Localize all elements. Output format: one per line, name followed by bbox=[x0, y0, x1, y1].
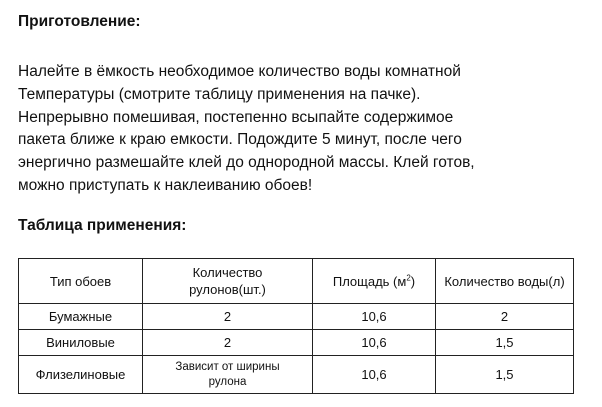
cell-rolls-line2: рулона bbox=[208, 375, 247, 388]
instruction-line: энергично размешайте клей до однородной массы. Клей готов, bbox=[18, 154, 475, 172]
instruction-line: пакета ближе к краю емкости. Подождите 5 минут, после чего bbox=[18, 131, 462, 149]
cell-area: 10,6 bbox=[313, 304, 436, 330]
cell-type: Флизелиновые bbox=[19, 356, 143, 394]
header-area-sup: 2 bbox=[406, 273, 411, 283]
preparation-instructions bbox=[18, 61, 588, 198]
cell-type: Бумажные bbox=[19, 304, 143, 330]
table-row bbox=[19, 356, 574, 394]
usage-table bbox=[18, 258, 574, 394]
cell-water: 2 bbox=[436, 304, 574, 330]
cell-type: Виниловые bbox=[19, 330, 143, 356]
header-area-suffix: ) bbox=[410, 273, 416, 289]
instruction-line: Непрерывно помешивая, постепенно всыпайте содержимое bbox=[18, 108, 454, 126]
header-wallpaper-type: Тип обоев bbox=[19, 259, 143, 304]
cell-rolls bbox=[143, 356, 313, 394]
table-row bbox=[19, 330, 574, 356]
cell-rolls: 2 bbox=[143, 330, 313, 356]
preparation-heading: Приготовление: bbox=[18, 13, 141, 30]
cell-rolls-line1: Зависит от ширины bbox=[175, 360, 280, 373]
cell-area: 10,6 bbox=[313, 330, 436, 356]
table-row bbox=[19, 304, 574, 330]
instruction-line: Температуры (смотрите таблицу применения на пачке). bbox=[18, 85, 421, 103]
instruction-line: Налейте в ёмкость необходимое количество воды комнатной bbox=[18, 63, 461, 80]
usage-table-heading: Таблица применения: bbox=[18, 217, 187, 234]
cell-water: 1,5 bbox=[436, 330, 574, 356]
header-water-amount: Количество воды(л) bbox=[436, 259, 574, 304]
cell-area: 10,6 bbox=[313, 356, 436, 394]
header-rolls-line1: Количество bbox=[192, 265, 263, 280]
header-area-prefix: Площадь (м bbox=[332, 273, 407, 289]
header-rolls-count bbox=[143, 259, 313, 304]
table-header-row bbox=[19, 259, 574, 304]
cell-rolls: 2 bbox=[143, 304, 313, 330]
cell-water: 1,5 bbox=[436, 356, 574, 394]
header-area bbox=[313, 259, 436, 304]
header-rolls-line2: рулонов(шт.) bbox=[189, 282, 266, 297]
instruction-line: можно приступать к наклеиванию обоев! bbox=[18, 176, 313, 194]
